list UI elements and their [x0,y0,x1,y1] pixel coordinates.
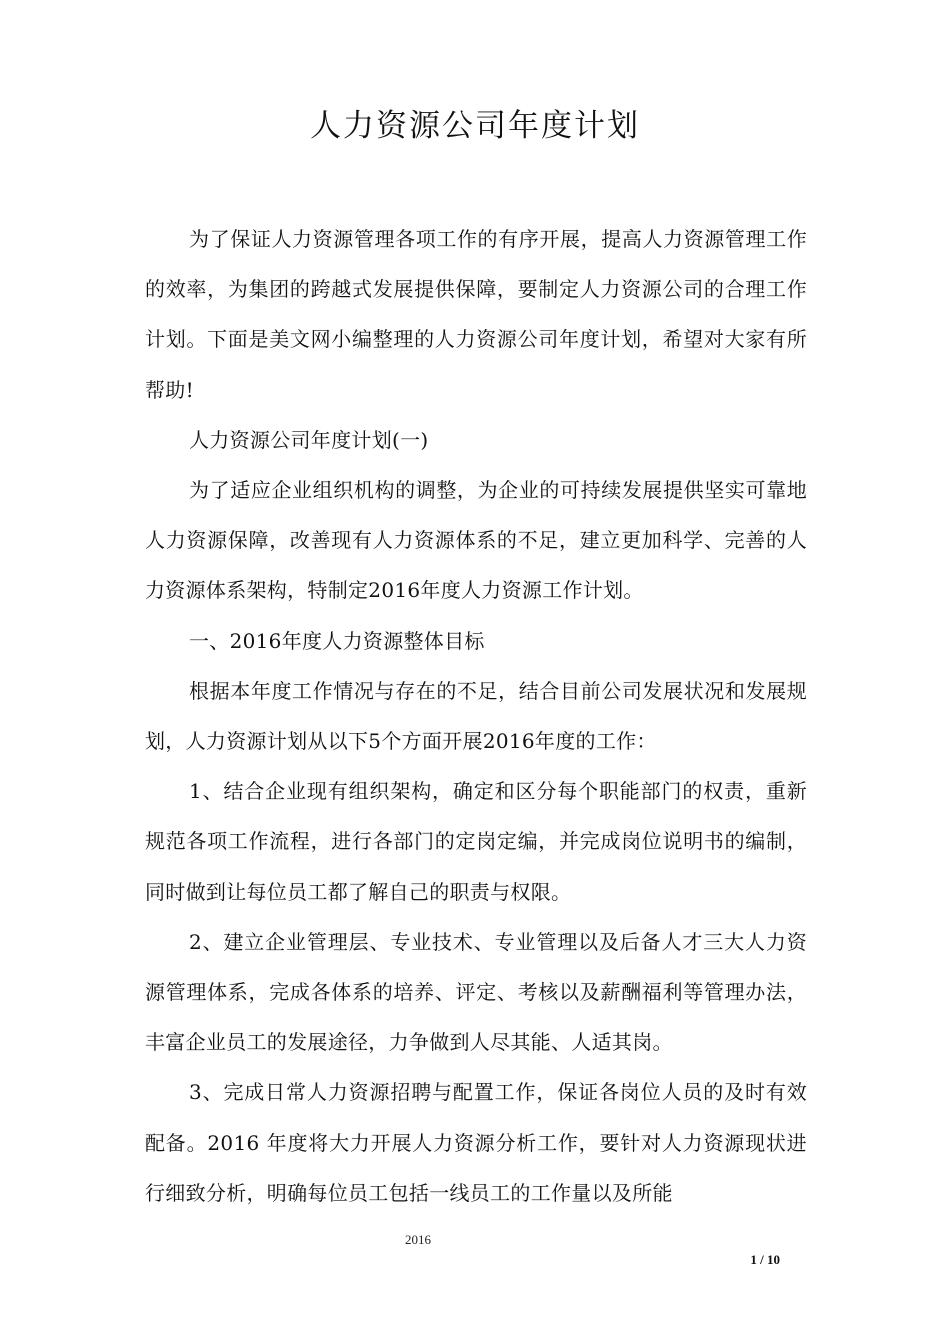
list-item-2: 2、建立企业管理层、专业技术、专业管理以及后备人才三大人力资源管理体系，完成各体系的培养、评定、考核以及薪酬福利等管理办法，丰富企业员工的发展途径，力争做到人尽其能、人适其岗。 [145,929,807,1055]
list-item-1: 1、结合企业现有组织架构，确定和区分每个职能部门的权责，重新规范各项工作流程，进行各部门的定岗定编，并完成岗位说明书的编制，同时做到让每位员工都了解自己的职责与权限。 [145,779,807,904]
document-body [145,214,807,1218]
paragraph-intro: 为了保证人力资源管理各项工作的有序开展，提高人力资源管理工作的效率，为集团的跨越式发展提供保障，要制定人力资源公司的合理工作计划。下面是美文网小编整理的人力资源公司年度计划，希望对大家有所帮助! [145,227,807,402]
section-heading-overall-goal: 一、2016年度人力资源整体目标 [189,628,485,653]
page-number: 1 / 10 [750,1252,780,1267]
paragraph-plan-purpose: 为了适应企业组织机构的调整，为企业的可持续发展提供坚实可靠地人力资源保障，改善现有人力资源体系的不足，建立更加科学、完善的人力资源体系架构，特制定2016年度人力资源工作计划。 [145,478,807,603]
footer-year: 2016 [405,1232,431,1247]
section-heading-plan-one: 人力资源公司年度计划(一) [189,427,429,452]
paragraph-goal-summary: 根据本年度工作情况与存在的不足，结合目前公司发展状况和发展规划，人力资源计划从以下5个方面开展2016年度的工作： [145,678,807,754]
document-title: 人力资源公司年度计划 [310,108,640,144]
list-item-3: 3、完成日常人力资源招聘与配置工作，保证各岗位人员的及时有效配备。2016 年度将大力开展人力资源分析工作，要针对人力资源现状进行细致分析，明确每位员工包括一线员工的工作量以及所能 [145,1080,807,1205]
